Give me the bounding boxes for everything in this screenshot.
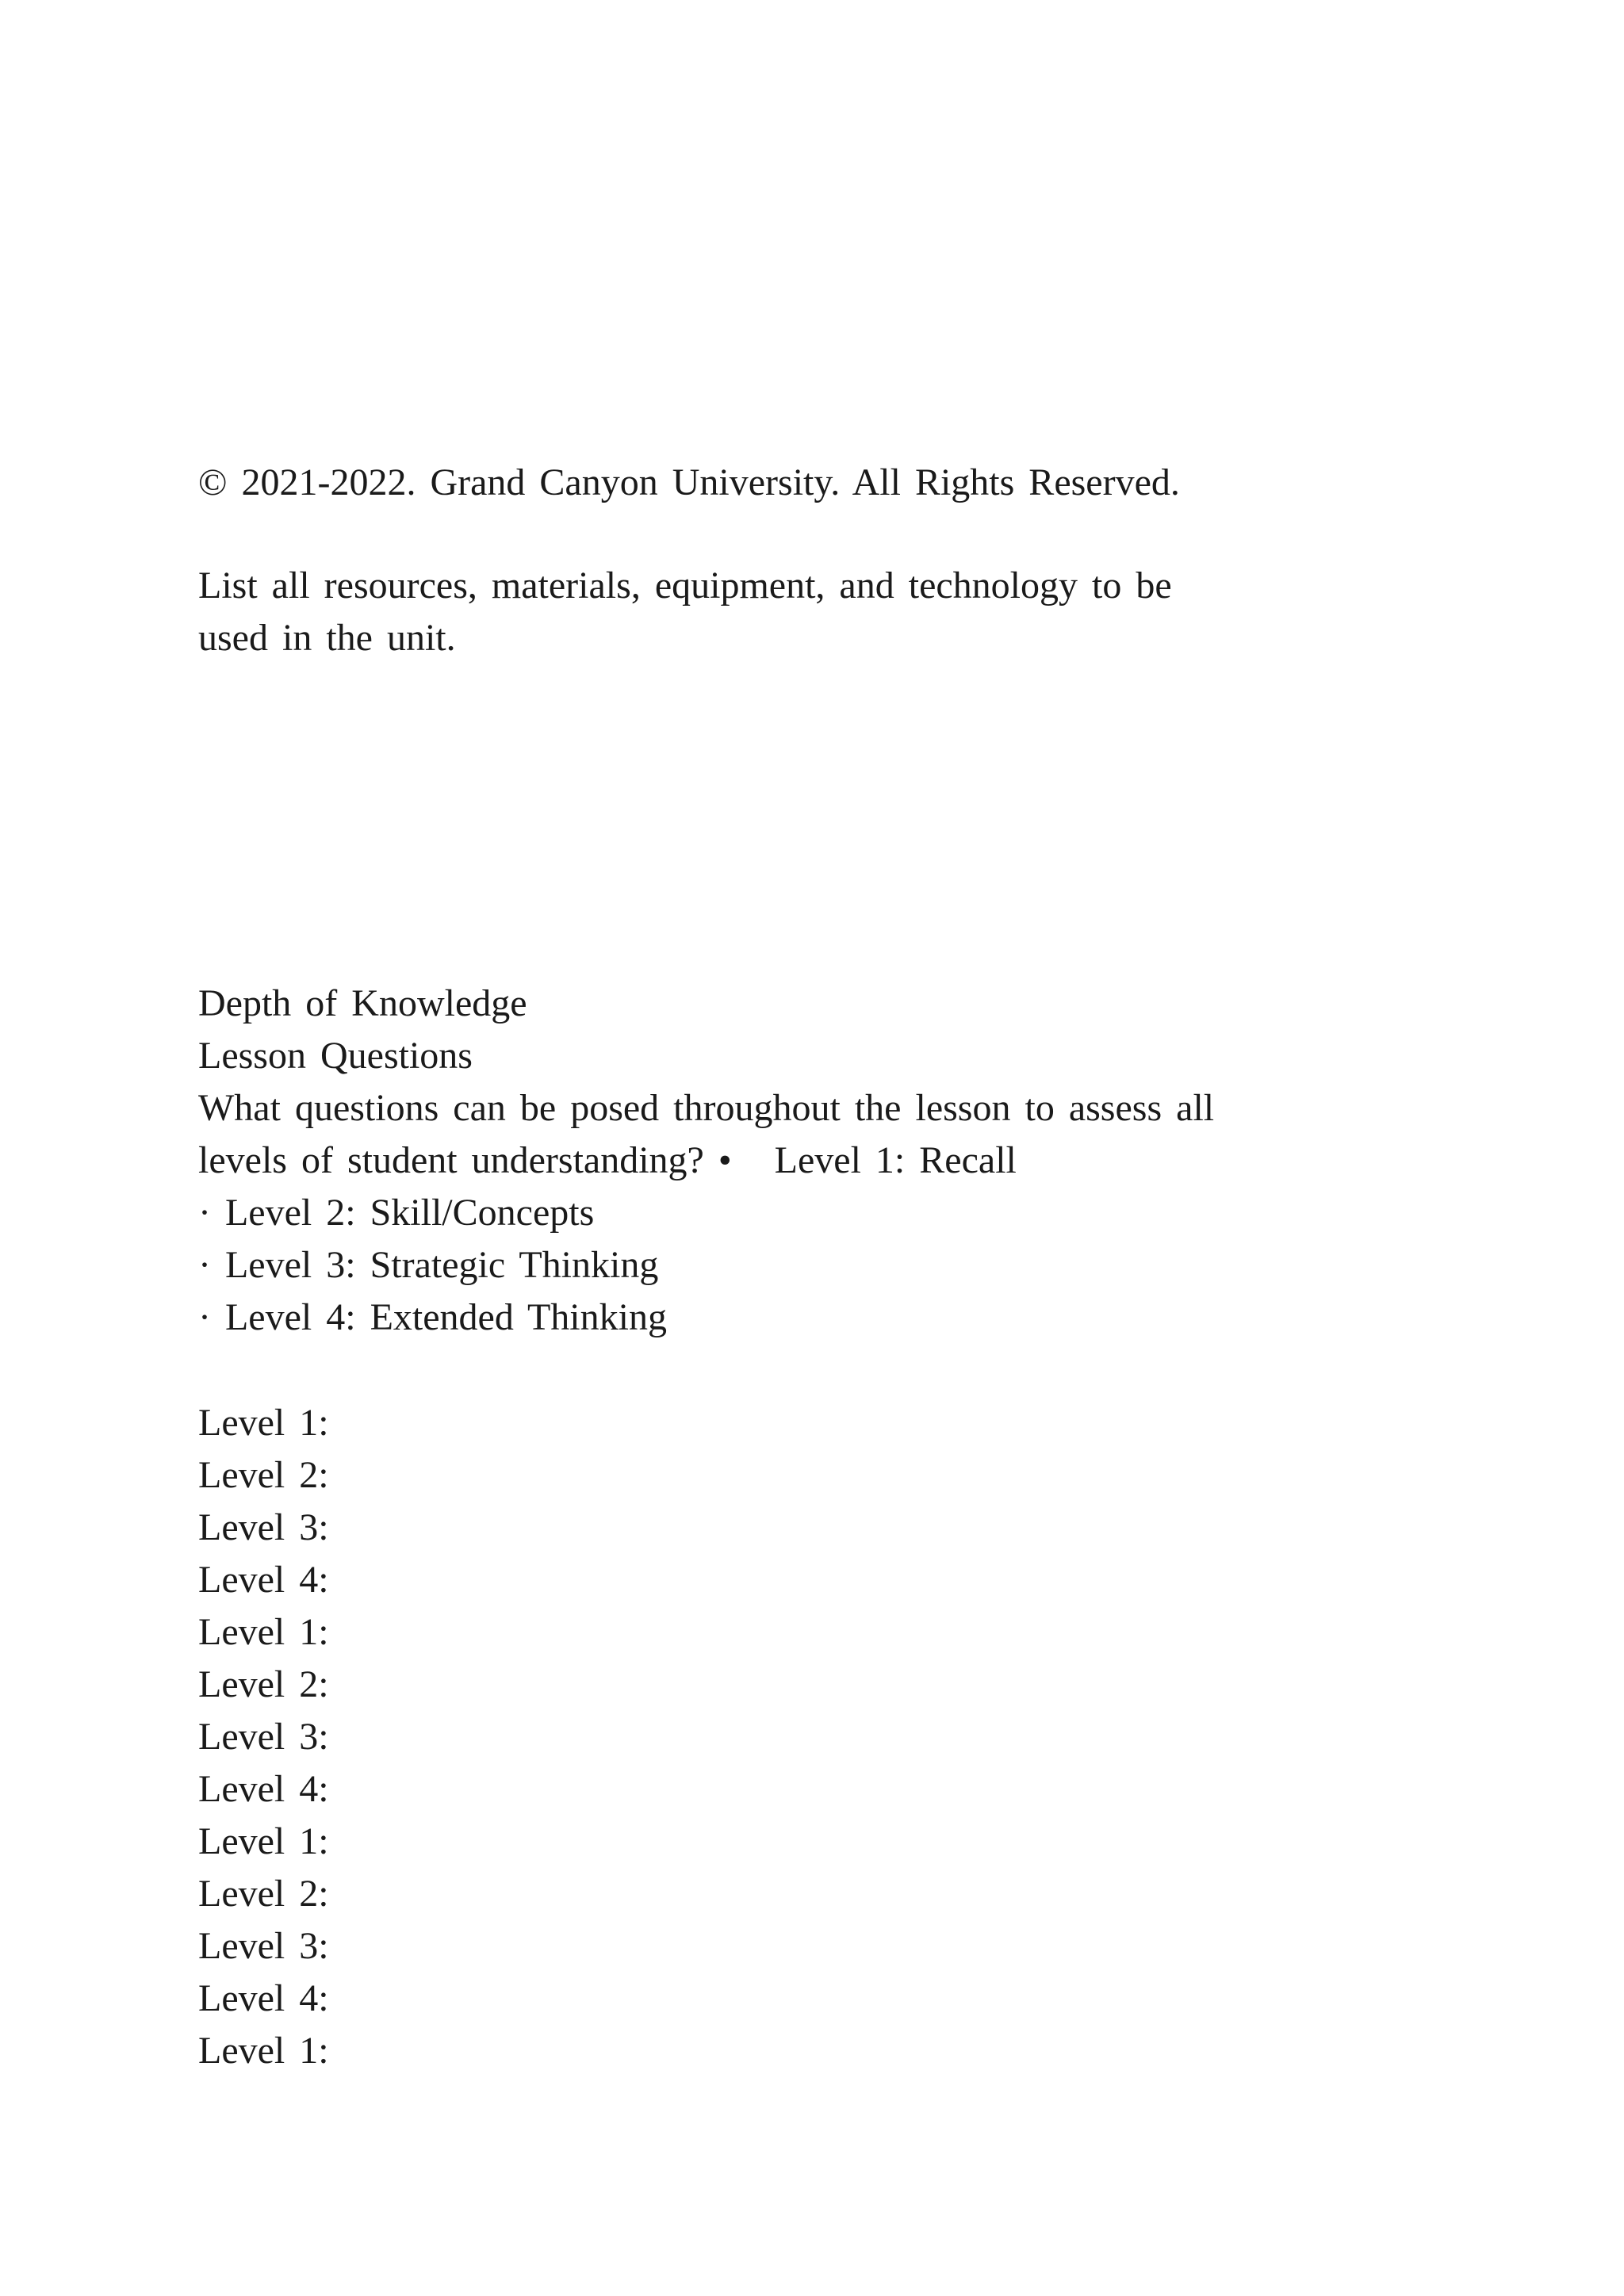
resources-prompt-line: List all resources, materials, equipment, and technology to be	[198, 564, 1172, 607]
level-label: Level 1:	[198, 1611, 329, 1653]
level-label: Level 4:	[198, 1768, 329, 1810]
level-label: Level 3:	[198, 1716, 329, 1758]
level-label: Level 3:	[198, 1506, 329, 1548]
copyright-notice	[198, 457, 1435, 509]
level-label: Level 1:	[198, 2030, 329, 2072]
level-description: · Level 4: Extended Thinking	[198, 1296, 667, 1338]
level-label: Level 2:	[198, 1454, 329, 1496]
level-label: Level 1:	[198, 1402, 329, 1444]
section-subtitle: Lesson Questions	[198, 1035, 473, 1077]
question-prompt-line: levels of student understanding? • Level 1: Recall	[198, 1139, 1017, 1181]
resources-prompt	[198, 560, 1435, 664]
section-title: Depth of Knowledge	[198, 982, 527, 1024]
level-label: Level 3:	[198, 1925, 329, 1967]
level-label: Level 4:	[198, 1977, 329, 2019]
question-prompt-line: What questions can be posed throughout the lesson to assess all	[198, 1087, 1215, 1129]
resources-prompt-line: used in the unit.	[198, 617, 456, 659]
level-label-list	[198, 1397, 1435, 2077]
level-description: · Level 3: Strategic Thinking	[198, 1244, 659, 1286]
level-description: · Level 2: Skill/Concepts	[198, 1192, 595, 1234]
level-label: Level 2:	[198, 1663, 329, 1705]
copyright-text: © 2021-2022. Grand Canyon University. All Rights Reserved.	[198, 461, 1180, 503]
level-label: Level 4:	[198, 1559, 329, 1601]
level-label: Level 1:	[198, 1820, 329, 1862]
level-label: Level 2:	[198, 1873, 329, 1915]
depth-of-knowledge-section	[198, 978, 1435, 1344]
